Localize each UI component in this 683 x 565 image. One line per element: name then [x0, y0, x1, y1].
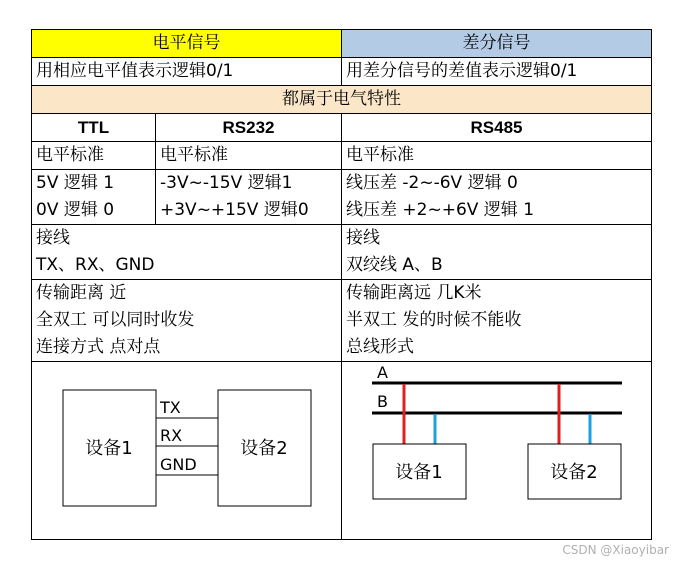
- diff-signal-header: 差分信号: [342, 30, 652, 58]
- rs485-label: RS485: [342, 114, 652, 142]
- point-to-point-svg: [32, 362, 342, 530]
- comparison-table: [31, 29, 652, 540]
- bus-svg: [342, 362, 652, 530]
- ttl-level-values: [32, 170, 156, 225]
- ttl-level-line: 0V 逻辑 0: [36, 200, 115, 220]
- line-a-label: A: [377, 363, 388, 382]
- right-feature-line: 半双工 发的时候不能收: [346, 310, 522, 330]
- line-b-label: B: [377, 392, 388, 411]
- right-feature-line: 总线形式: [346, 337, 414, 357]
- right-wiring-detail: 双绞线 A、B: [346, 255, 443, 275]
- ttl-label: TTL: [32, 114, 156, 142]
- tx-label: TX: [160, 398, 181, 417]
- diff-description: 用差分信号的差值表示逻辑0/1: [342, 58, 652, 86]
- ttl-level-line: 5V 逻辑 1: [36, 173, 115, 193]
- common-row: [32, 86, 652, 114]
- point-to-point-diagram: [32, 362, 342, 540]
- rs485-level-values: [342, 170, 652, 225]
- level-description: 用相应电平值表示逻辑0/1: [32, 58, 342, 86]
- rs232-level-values: [156, 170, 342, 225]
- left-wiring-detail: TX、RX、GND: [36, 255, 155, 275]
- right-wiring-title: 接线: [346, 228, 380, 248]
- rs232-level-line: +3V~+15V 逻辑0: [160, 200, 309, 220]
- left-feature-line: 传输距离 近: [36, 283, 127, 303]
- left-feature-line: 全双工 可以同时收发: [36, 310, 195, 330]
- level-signal-header: 电平信号: [32, 30, 342, 58]
- rs485-level-line: 线压差 +2~+6V 逻辑 1: [346, 200, 535, 220]
- rs485-level-title: 电平标准: [342, 142, 652, 170]
- features-row: [32, 280, 652, 362]
- left-wiring-title: 接线: [36, 228, 70, 248]
- wiring-row: [32, 225, 652, 280]
- device1-label: 设备1: [85, 438, 133, 459]
- standards-row: [32, 114, 652, 142]
- right-feature-line: 传输距离远 几K米: [346, 283, 482, 303]
- left-features: [32, 280, 342, 362]
- level-title-row: [32, 142, 652, 170]
- gnd-label: GND: [160, 455, 197, 474]
- rs232-level-line: -3V~-15V 逻辑1: [160, 173, 293, 193]
- rs232-label: RS232: [156, 114, 342, 142]
- common-property: 都属于电气特性: [32, 86, 652, 114]
- left-feature-line: 连接方式 点对点: [36, 337, 161, 357]
- ttl-level-title: 电平标准: [32, 142, 156, 170]
- rs232-level-title: 电平标准: [156, 142, 342, 170]
- description-row: [32, 58, 652, 86]
- right-features: [342, 280, 652, 362]
- watermark: CSDN @Xiaoyibar: [562, 543, 669, 557]
- rs485-level-line: 线压差 -2~-6V 逻辑 0: [346, 173, 518, 193]
- bus-device2-label: 设备2: [550, 462, 598, 483]
- bus-device1-label: 设备1: [395, 462, 443, 483]
- header-row: [32, 30, 652, 58]
- diagram-row: [32, 362, 652, 540]
- rx-label: RX: [160, 426, 183, 445]
- level-values-row: [32, 170, 652, 225]
- left-wiring: [32, 225, 342, 280]
- right-wiring: [342, 225, 652, 280]
- device2-label: 设备2: [240, 438, 288, 459]
- bus-diagram: [342, 362, 652, 540]
